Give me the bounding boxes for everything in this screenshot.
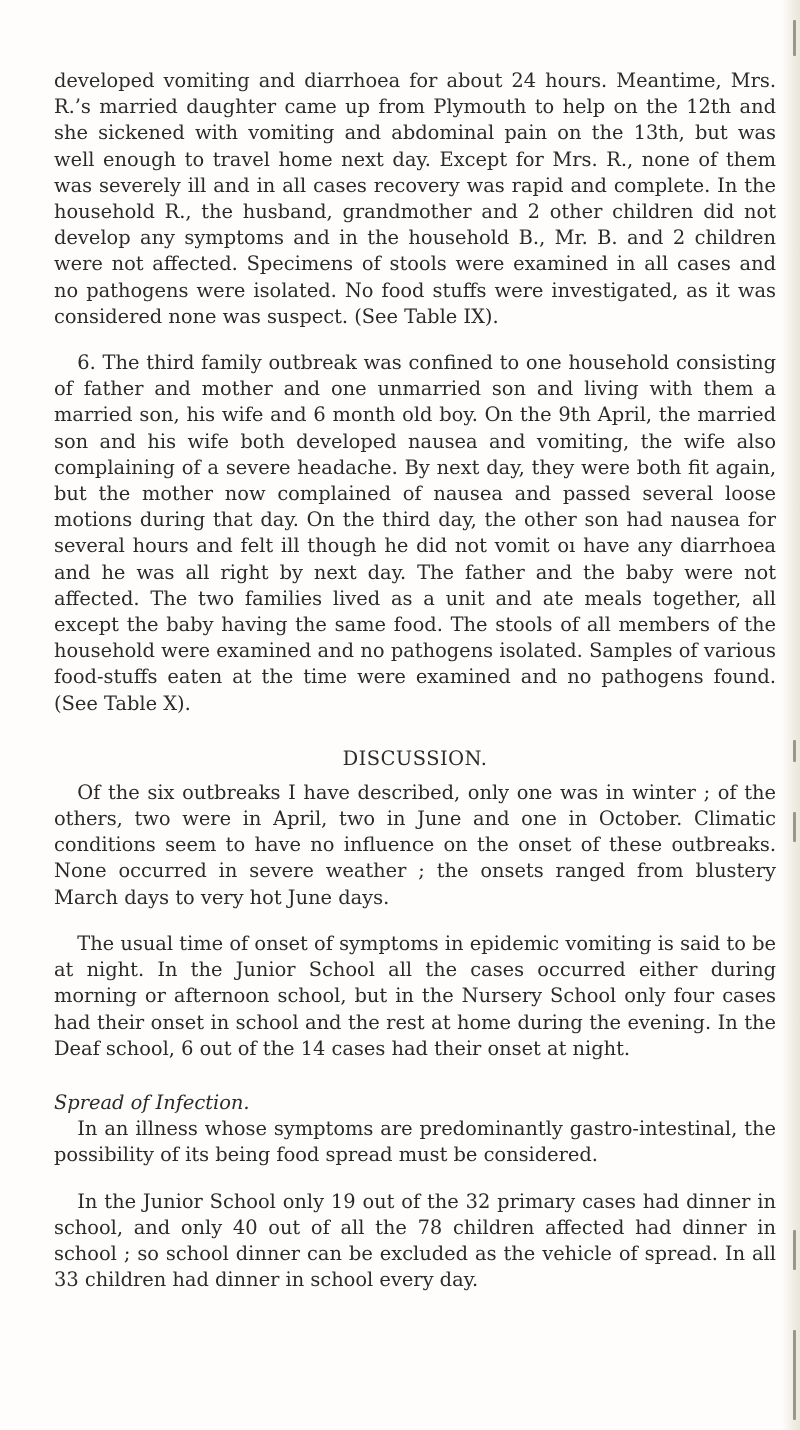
body-paragraph: The usual time of onset of symptoms in epidemic vomiting is said to be at night. In the Junior School all the cases occurred either during morning or afternoon school, but in the Nursery School only four cases had their onset in school and the rest at home during the evening. In the Deaf school, 6 out of the 14 cases had their onset at night. xyxy=(54,931,776,1060)
body-paragraph: Of the six outbreaks I have described, only one was in winter ; of the others, two were in April, two in June and one in October. Climatic conditions seem to have no influence on the onset of these outbreaks. None occurred in severe weather ; the onsets ranged from blustery March days to very hot June days. xyxy=(54,780,776,909)
page-edge-mark xyxy=(793,740,796,762)
page-edge-mark xyxy=(793,20,796,56)
subsection-heading: Spread of Infection. xyxy=(54,1090,250,1114)
page-edge-shadow xyxy=(782,0,800,1430)
page-edge-mark xyxy=(793,1330,796,1420)
page-edge-mark xyxy=(793,1230,796,1270)
page-edge-mark xyxy=(793,812,796,842)
document-page xyxy=(54,68,776,1293)
body-paragraph: In the Junior School only 19 out of the 32 primary cases had dinner in school, and only 40 out of all the 78 children affected had dinner in school ; so school dinner can be excluded as the vehicle of spread. In all 33 children had dinner in school every day. xyxy=(54,1189,776,1292)
body-paragraph: developed vomiting and diarrhoea for about 24 hours. Meantime, Mrs. R.’s married daughter came up from Plymouth to help on the 12th and she sickened with vomiting and abdominal pain on the 13th, but was well enough to travel home next day. Except for Mrs. R., none of them was severely ill and in all cases recovery was rapid and complete. In the household R., the husband, grandmother and 2 other children did not develop any symptoms and in the household B., Mr. B. and 2 children were not affected. Specimens of stools were examined in all cases and no pathogens were isolated. No food stuffs were investigated, as it was considered none was suspect. (See Table IX). xyxy=(54,69,776,328)
body-paragraph: In an illness whose symptoms are predominantly gastro-intestinal, the possibility of its being food spread must be considered. xyxy=(54,1117,776,1167)
section-heading: DISCUSSION. xyxy=(342,746,488,770)
body-paragraph: 6. The third family outbreak was confined to one household consisting of father and mother and one unmarried son and living with them a married son, his wife and 6 month old boy. On the 9th April, the married son and his wife both developed nausea and vomiting, the wife also complaining of a severe headache. By next day, they were both fit again, but the mother now complained of nausea and passed several loose motions during that day. On the third day, the other son had nausea for several hours and felt ill though he did not vomit oı have any diarrhoea and he was all right by next day. The father and the baby were not affected. The two families lived as a unit and ate meals together, all except the baby having the same food. The stools of all members of the household were examined and no pathogens isolated. Samples of various food-stuffs eaten at the time were examined and no pathogens found. (See Table X). xyxy=(54,351,776,715)
